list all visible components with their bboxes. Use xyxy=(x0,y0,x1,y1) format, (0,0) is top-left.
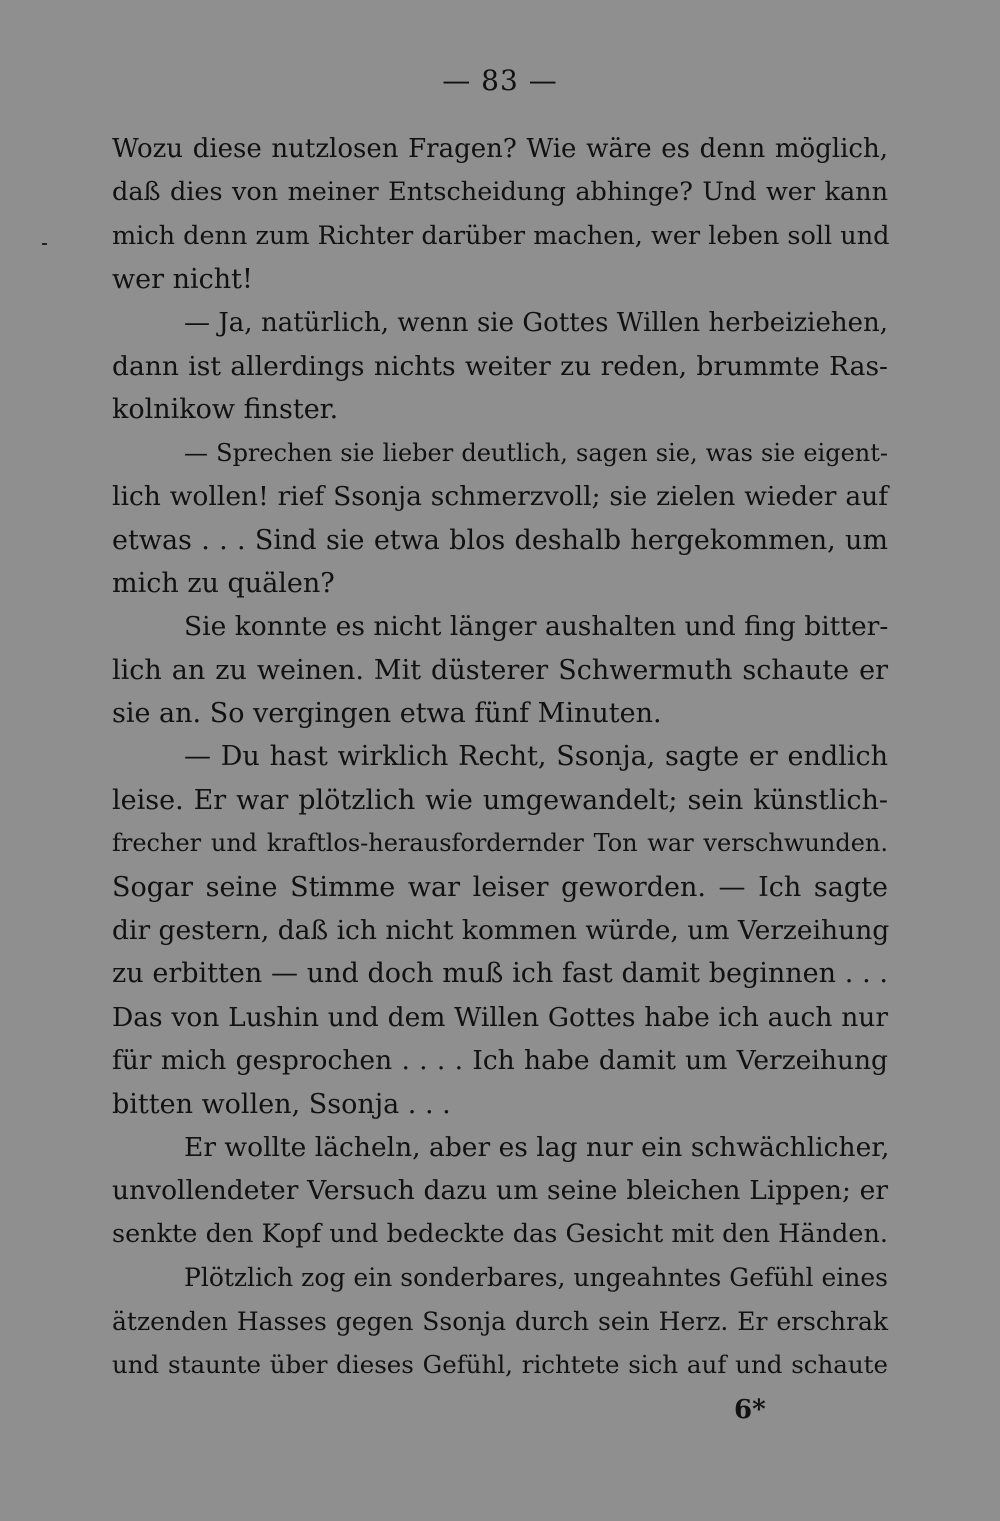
text-line: — Ja, natürlich, wenn sie Gottes Willen herbeiziehen, xyxy=(184,307,888,338)
text-line: sie an. So vergingen etwa fünf Minuten. xyxy=(112,698,662,730)
page-number: — 83 — xyxy=(442,64,558,97)
text-line: unvollendeter Versuch dazu um seine bleichen Lippen; er xyxy=(112,1175,888,1207)
signature-mark: 6* xyxy=(734,1395,766,1425)
text-line: frecher und kraftlos-herausfordernder Ton war verschwunden. xyxy=(112,829,888,858)
text-line: dann ist allerdings nichts weiter zu reden, brummte Ras- xyxy=(112,350,888,382)
text-line: etwas . . . Sind sie etwa blos deshalb hergekommen, um xyxy=(112,524,888,556)
text-line: Plötzlich zog ein sonderbares, ungeahntes Gefühl eines xyxy=(184,1263,888,1293)
text-line: daß dies von meiner Entscheidung abhinge? Und wer kann xyxy=(112,177,888,208)
body-text xyxy=(112,128,888,1386)
text-line: Wozu diese nutzlosen Fragen? Wie wäre es denn möglich, xyxy=(112,134,888,164)
text-line: und staunte über dieses Gefühl, richtete sich auf und schaute xyxy=(112,1349,888,1379)
text-line: Sie konnte es nicht länger aushalten und fing bitter- xyxy=(184,611,889,643)
text-line: für mich gesprochen . . . . Ich habe damit um Verzeihung xyxy=(112,1045,888,1077)
text-line: zu erbitten — und doch muß ich fast damit beginnen . . . xyxy=(112,958,888,990)
margin-speck xyxy=(42,243,47,245)
text-line: mich denn zum Richter darüber machen, wer leben soll und xyxy=(112,220,890,251)
text-line: lich wollen! rief Ssonja schmerzvoll; sie zielen wieder auf xyxy=(112,481,888,513)
text-line: Er wollte lächeln, aber es lag nur ein schwächlicher, xyxy=(184,1131,890,1163)
text-line: kolnikow finster. xyxy=(112,394,339,426)
text-line: mich zu quälen? xyxy=(112,567,335,599)
text-line: — Du hast wirklich Recht, Ssonja, sagte er endlich xyxy=(184,741,888,773)
text-line: ätzenden Hasses gegen Ssonja durch sein Herz. Er erschrak xyxy=(112,1306,888,1336)
text-line: leise. Er war plötzlich wie umgewandelt; sein künstlich- xyxy=(112,784,888,816)
text-line: bitten wollen, Ssonja . . . xyxy=(112,1088,451,1120)
text-line: wer nicht! xyxy=(112,264,253,296)
text-line: lich an zu weinen. Mit düsterer Schwermuth schaute er xyxy=(112,654,888,686)
text-line: Sogar seine Stimme war leiser geworden. — Ich sagte xyxy=(112,871,888,903)
text-line: senkte den Kopf und bedeckte das Gesicht mit den Händen. xyxy=(112,1218,888,1249)
text-line: — Sprechen sie lieber deutlich, sagen sie, was sie eigent- xyxy=(184,438,888,467)
text-line: dir gestern, daß ich nicht kommen würde, um Verzeihung xyxy=(112,915,890,947)
text-line: Das von Lushin und dem Willen Gottes habe ich auch nur xyxy=(112,1001,888,1033)
